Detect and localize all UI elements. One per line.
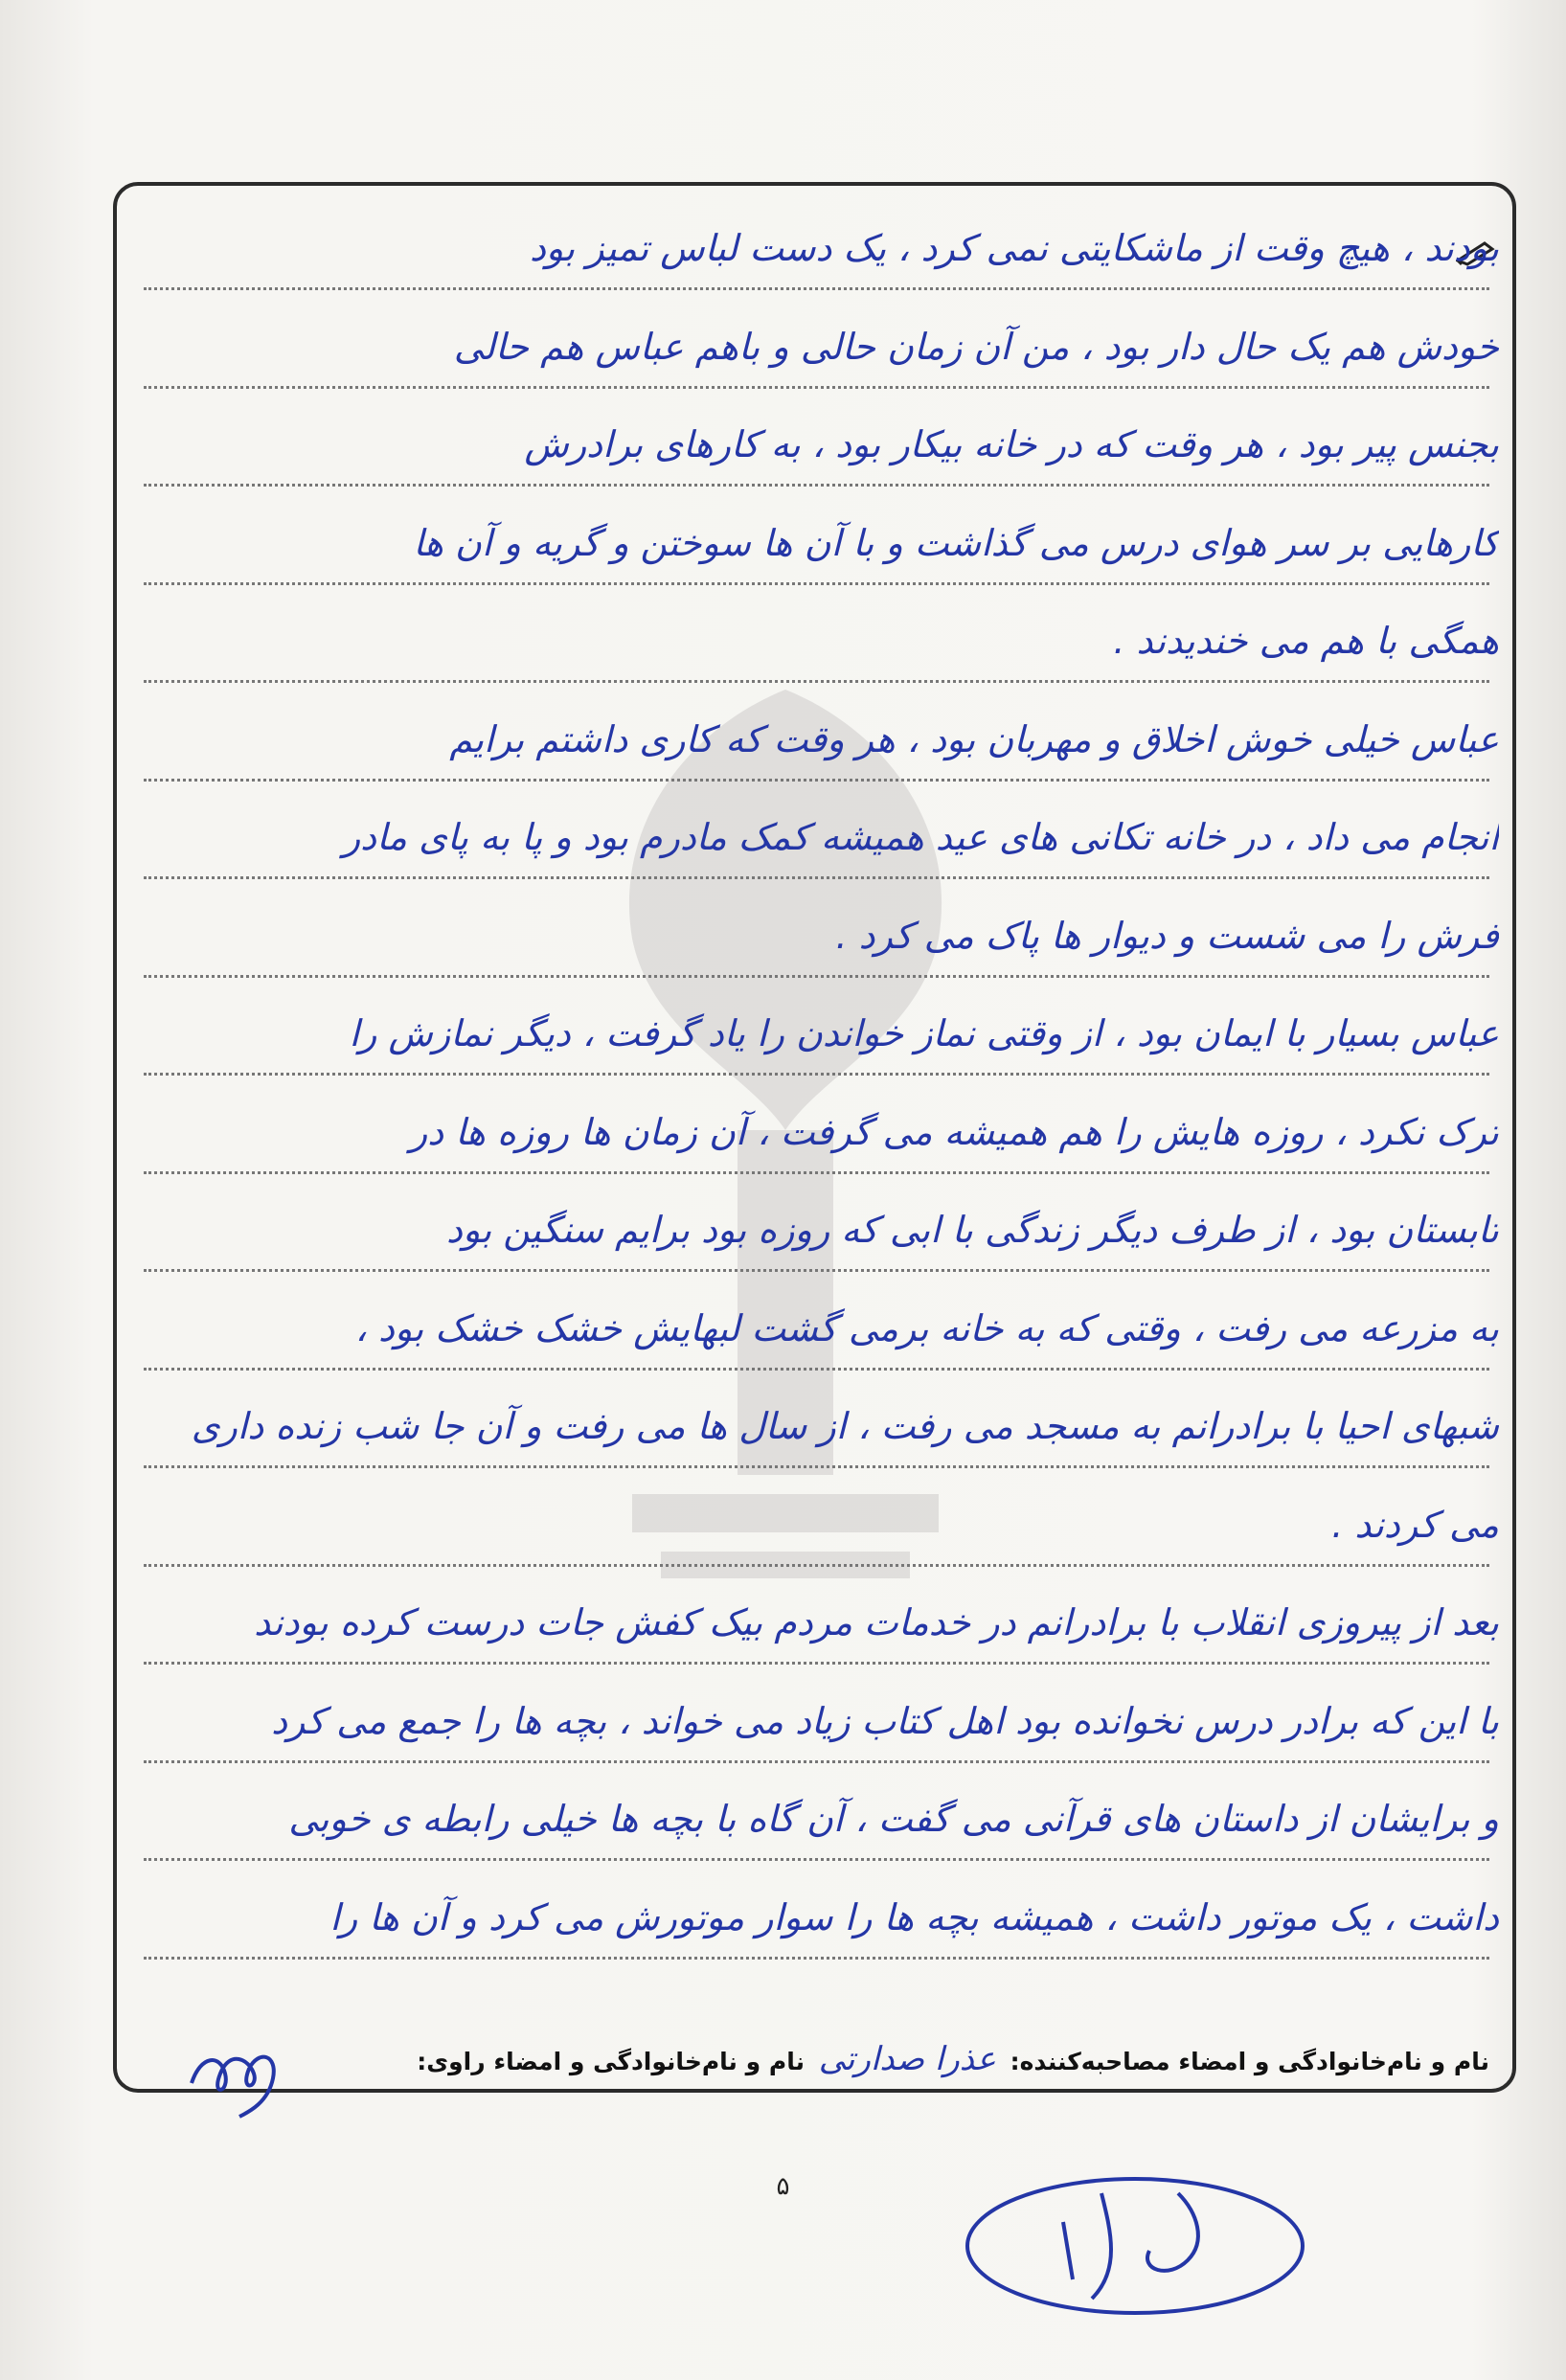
handwritten-line: فرش را می شست و دیوار ها پاک می کرد . bbox=[835, 914, 1499, 957]
handwritten-line: با این که برادر درس نخوانده بود اهل کتاب زیاد می خواند ، بچه ها را جمع می کرد bbox=[271, 1699, 1499, 1742]
narrator-signature bbox=[172, 2016, 297, 2121]
handwritten-line: انجام می داد ، در خانه تکانی های عید همیشه کمک مادرم بود و پا به پای مادر bbox=[342, 816, 1499, 858]
bottom-signature bbox=[958, 2155, 1312, 2327]
handwritten-line: عباس خیلی خوش اخلاق و مهربان بود ، هر وقت که کاری داشتم برایم bbox=[449, 717, 1499, 760]
handwritten-line: و برایشان از داستان های قرآنی می گفت ، آن گاه با بچه ها خیلی رابطه ی خوبی bbox=[288, 1798, 1499, 1840]
handwritten-line: بعد از پیروزی انقلاب با برادرانم در خدمات مردم بیک کفش جات درست کرده بودند bbox=[254, 1601, 1499, 1643]
page-number: ۵ bbox=[776, 2172, 790, 2201]
interviewer-label: نام و نام‌خانوادگی و امضاء مصاحبه‌کننده: bbox=[1010, 2048, 1489, 2075]
interviewer-name: عذرا صدارتی bbox=[818, 2040, 996, 2078]
handwritten-line: بودند ، هیچ وقت از ماشکایتی نمی کرد ، یک دست لباس تمیز بود bbox=[529, 227, 1499, 269]
handwritten-line: همگی با هم می خندیدند . bbox=[1113, 620, 1499, 662]
handwritten-line: ترک نکرد ، روزه هایش را هم همیشه می گرفت ، آن زمان ها روزه ها در bbox=[409, 1110, 1499, 1153]
handwritten-line: عباس بسیار با ایمان بود ، از وقتی نماز خواندن را یاد گرفت ، دیگر نمازش را bbox=[349, 1012, 1499, 1054]
handwritten-line: شبهای احیا با برادرانم به مسجد می رفت ، از سال ها می رفت و آن جا شب زنده داری bbox=[191, 1405, 1499, 1447]
handwritten-line: بجنس پیر بود ، هر وقت که در خانه بیکار بود ، به کارهای برادرش bbox=[524, 423, 1499, 465]
handwritten-line: می کردند . bbox=[1331, 1503, 1499, 1546]
handwritten-line: تابستان بود ، از طرف دیگر زندگی با ابی که روزه بود برایم سنگین بود bbox=[446, 1209, 1499, 1251]
narrator-label: نام و نام‌خانوادگی و امضاء راوی: bbox=[417, 2048, 805, 2075]
handwritten-line: داشت ، یک موتور داشت ، همیشه بچه ها را سوار موتورش می کرد و آن ها را bbox=[329, 1895, 1499, 1938]
signature-footer bbox=[144, 2040, 1489, 2078]
handwritten-line: کارهایی بر سر هوای درس می گذاشت و با آن ها سوختن و گریه و آن ها bbox=[413, 521, 1499, 564]
handwritten-line: به مزرعه می رفت ، وقتی که به خانه برمی گشت لبهایش خشک خشک بود ، bbox=[354, 1306, 1499, 1349]
handwritten-line: خودش هم یک حال دار بود ، من آن زمان حالی و باهم عباس هم حالی bbox=[453, 325, 1499, 368]
